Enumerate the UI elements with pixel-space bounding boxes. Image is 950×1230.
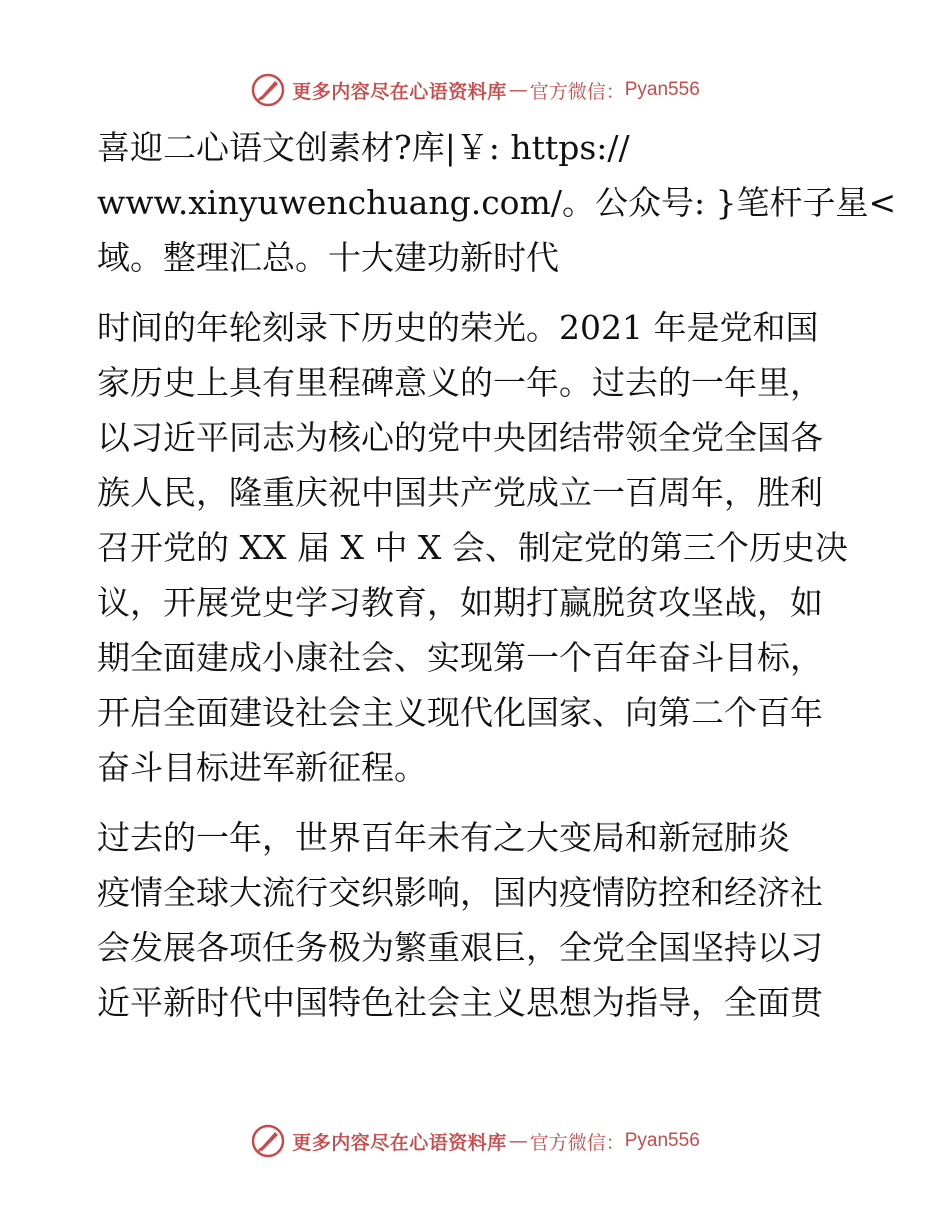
wechat-id: Pyan556: [624, 1130, 700, 1151]
text-line: 召开党的 XX 届 X 中 X 会、制定党的第三个历史决: [97, 528, 848, 567]
banner-text: 更多内容尽在心语资料库: [292, 1131, 507, 1154]
paragraph-3: [97, 810, 857, 1030]
text-line: 过去的一年，世界百年未有之大变局和新冠肺炎: [97, 818, 790, 857]
footer-banner: [0, 1121, 950, 1161]
text-line: 会发展各项任务极为繁重艰巨，全党全国坚持以习: [97, 928, 823, 967]
text-line: 开启全面建设社会主义现代化国家、向第二个百年: [97, 693, 823, 732]
quill-logo-icon: [250, 72, 286, 108]
banner-text: 更多内容尽在心语资料库: [292, 80, 507, 103]
text-line: 域。整理汇总。十大建功新时代: [97, 238, 559, 277]
banner-dash: —: [508, 1130, 528, 1152]
text-line: 喜迎二心语文创素材?库|￥: https://: [97, 128, 630, 167]
paragraph-2: [97, 300, 857, 795]
wechat-id: Pyan556: [624, 79, 700, 100]
text-line: 家历史上具有里程碑意义的一年。过去的一年里，: [97, 363, 823, 402]
text-line: 期全面建成小康社会、实现第一个百年奋斗目标，: [97, 638, 823, 677]
wechat-label: 官方微信：: [529, 1131, 625, 1154]
wechat-label: 官方微信：: [529, 80, 625, 103]
quill-logo-icon: [250, 1123, 286, 1159]
text-line: 以习近平同志为核心的党中央团结带领全党全国各: [97, 418, 823, 457]
text-line: 疫情全球大流行交织影响，国内疫情防控和经济社: [97, 873, 823, 912]
document-body: [97, 120, 897, 1045]
text-line: 奋斗目标进军新征程。: [97, 748, 427, 787]
text-line: 议，开展党史学习教育，如期打赢脱贫攻坚战，如: [97, 583, 823, 622]
text-line: 时间的年轮刻录下历史的荣光。2021 年是党和国: [97, 308, 819, 347]
banner-dash: —: [508, 79, 528, 101]
header-banner: [0, 70, 950, 110]
text-line: 族人民，隆重庆祝中国共产党成立一百周年，胜利: [97, 473, 823, 512]
text-line: 近平新时代中国特色社会主义思想为指导，全面贯: [97, 983, 823, 1022]
text-line: www.xinyuwenchuang.com/。公众号: }笔杆子星<: [97, 183, 897, 222]
paragraph-1: [97, 120, 897, 285]
